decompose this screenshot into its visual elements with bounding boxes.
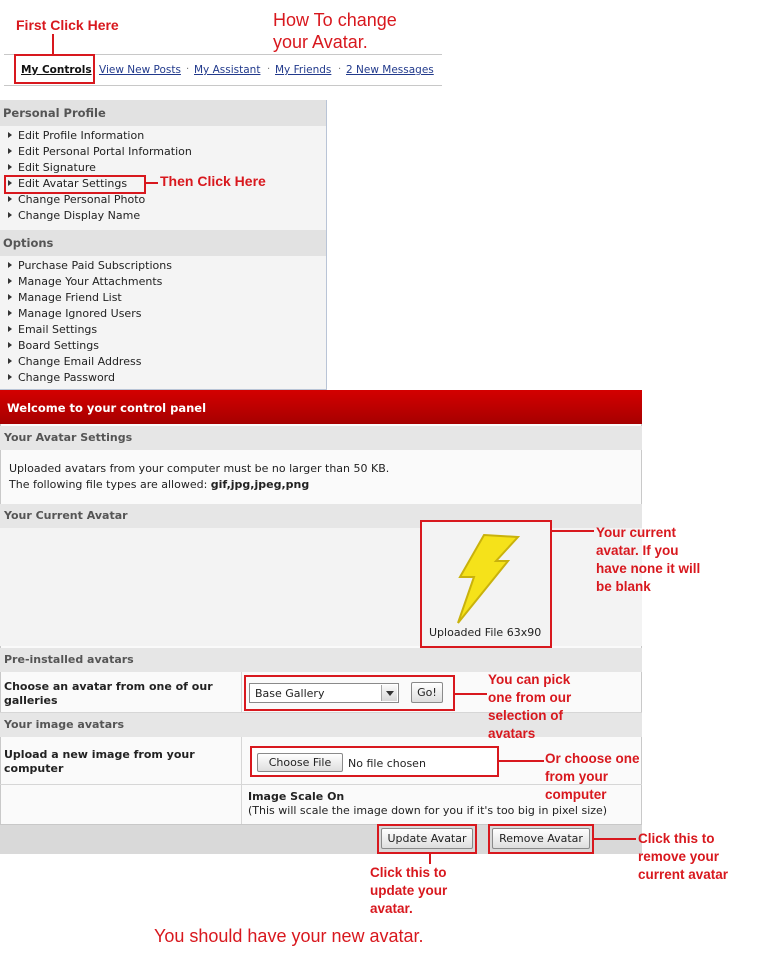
sidebar-item-label: Manage Your Attachments xyxy=(18,275,163,288)
note-line: Click this to xyxy=(370,865,447,880)
first-click-arrow xyxy=(52,34,54,54)
arrow-icon xyxy=(8,294,12,300)
tutorial-title-line1: How To change xyxy=(273,10,397,30)
note-line: avatars xyxy=(488,726,536,741)
sidebar-item-label: Manage Friend List xyxy=(18,291,122,304)
sidebar-item-change-password[interactable] xyxy=(8,371,115,384)
arrow-icon xyxy=(8,148,12,154)
update-avatar-button[interactable]: Update Avatar xyxy=(381,828,473,849)
sidebar-item-label: Purchase Paid Subscriptions xyxy=(18,259,172,272)
sidebar-item-edit-profile[interactable] xyxy=(8,129,144,142)
sidebar-item-label: Change Password xyxy=(18,371,115,384)
arrow-icon xyxy=(8,212,12,218)
sidebar-item-label: Edit Avatar Settings xyxy=(18,177,128,190)
tutorial-title-line2: your Avatar. xyxy=(273,32,368,52)
remove-avatar-button[interactable]: Remove Avatar xyxy=(492,828,590,849)
note-line: current avatar xyxy=(638,867,729,882)
remove-note xyxy=(638,830,728,884)
note-line: update your xyxy=(370,883,448,898)
divider xyxy=(241,672,242,712)
section-heading-image-avatars: Your image avatars xyxy=(0,713,642,737)
choose-file-button[interactable]: Choose File xyxy=(257,753,343,772)
sidebar-item-edit-signature[interactable] xyxy=(8,161,96,174)
footer-note: You should have your new avatar. xyxy=(154,926,424,946)
sidebar-item-label: Board Settings xyxy=(18,339,99,352)
sidebar-heading-options: Options xyxy=(0,230,326,256)
no-file-chosen-text: No file chosen xyxy=(348,757,426,770)
panel-header: Welcome to your control panel xyxy=(0,390,642,424)
chevron-down-icon[interactable] xyxy=(381,685,397,701)
note-line: computer xyxy=(545,787,607,802)
sidebar-item-board-settings[interactable] xyxy=(8,339,99,352)
first-click-note: First Click Here xyxy=(16,17,119,33)
gallery-go-button[interactable]: Go! xyxy=(411,682,443,703)
arrow-icon xyxy=(8,310,12,316)
gallery-select-value: Base Gallery xyxy=(255,687,325,700)
note-line: avatar. If you xyxy=(596,543,679,558)
sidebar-item-label: Email Settings xyxy=(18,323,98,336)
note-line: You can pick xyxy=(488,672,571,687)
divider xyxy=(241,737,242,824)
nav-separator: · xyxy=(338,64,342,75)
arrow-icon xyxy=(8,278,12,284)
update-arrow xyxy=(429,854,431,864)
note-line: from your xyxy=(545,769,609,784)
image-scale-description: (This will scale the image down for you if it's too big in pixel size) xyxy=(248,804,608,817)
nav-my-friends[interactable]: My Friends xyxy=(275,64,332,76)
nav-my-assistant[interactable]: My Assistant xyxy=(194,64,261,76)
sidebar-heading-personal-profile: Personal Profile xyxy=(0,100,326,126)
arrow-icon xyxy=(8,164,12,170)
note-line: avatar. xyxy=(370,901,413,916)
sidebar-item-label: Change Email Address xyxy=(18,355,142,368)
pick-gallery-note xyxy=(488,671,571,743)
nav-view-new-posts[interactable]: View New Posts xyxy=(99,64,181,76)
sidebar-item-label: Edit Profile Information xyxy=(18,129,145,142)
sidebar-item-change-photo[interactable] xyxy=(8,193,145,206)
allowed-types-value: gif,jpg,jpeg,png xyxy=(210,478,310,491)
note-line: selection of xyxy=(488,708,564,723)
sidebar-item-attachments[interactable] xyxy=(8,275,162,288)
arrow-icon xyxy=(8,342,12,348)
note-line: Your current xyxy=(596,525,677,540)
current-avatar-arrow xyxy=(552,530,594,532)
sidebar-item-label: Change Personal Photo xyxy=(18,193,146,206)
highlight-edit-avatar xyxy=(4,175,146,194)
nav-my-controls[interactable]: My Controls xyxy=(21,64,92,76)
sidebar-item-change-display-name[interactable] xyxy=(8,209,140,222)
sidebar-item-email-settings[interactable] xyxy=(8,323,97,336)
section-heading-current-avatar: Your Current Avatar xyxy=(0,504,642,528)
tutorial-title xyxy=(273,9,397,53)
arrow-icon xyxy=(8,262,12,268)
choose-computer-note xyxy=(545,750,640,804)
image-scale-title: Image Scale On xyxy=(248,790,345,803)
gallery-select[interactable] xyxy=(249,683,399,703)
update-note xyxy=(370,864,447,918)
sidebar-item-label: Edit Signature xyxy=(18,161,96,174)
arrow-icon xyxy=(8,374,12,380)
sidebar-item-label: Manage Ignored Users xyxy=(18,307,142,320)
nav-new-messages[interactable]: 2 New Messages xyxy=(346,64,434,76)
arrow-icon xyxy=(8,132,12,138)
note-line: Or choose one xyxy=(545,751,640,766)
sidebar-item-label: Change Display Name xyxy=(18,209,141,222)
then-click-note: Then Click Here xyxy=(160,173,266,189)
section-heading-preinstalled: Pre-installed avatars xyxy=(0,648,642,672)
upload-label: Upload a new image from your computer xyxy=(4,748,195,775)
remove-arrow xyxy=(594,838,636,840)
note-line: one from our xyxy=(488,690,572,705)
allowed-types-label: The following file types are allowed: xyxy=(9,478,211,491)
section-heading-avatar-settings: Your Avatar Settings xyxy=(0,426,642,450)
note-line: be blank xyxy=(596,579,651,594)
then-click-arrow xyxy=(146,182,158,184)
avatar-size-limit-text: Uploaded avatars from your computer must be no larger than 50 KB. xyxy=(9,462,390,475)
note-line: remove your xyxy=(638,849,720,864)
sidebar-item-paid-subscriptions[interactable] xyxy=(8,259,172,272)
nav-separator: · xyxy=(186,64,190,75)
file-input-arrow xyxy=(499,760,544,762)
arrow-icon xyxy=(8,196,12,202)
highlight-my-controls xyxy=(14,54,95,84)
current-avatar-note xyxy=(596,524,700,596)
note-line: Click this to xyxy=(638,831,715,846)
gallery-arrow xyxy=(455,693,487,695)
allowed-file-types xyxy=(9,478,309,491)
gallery-choose-label: Choose an avatar from one of our galleries xyxy=(4,680,213,707)
sidebar-item-ignored-users[interactable] xyxy=(8,307,141,320)
sidebar-item-friend-list[interactable] xyxy=(8,291,122,304)
sidebar-item-edit-portal[interactable] xyxy=(8,145,192,158)
note-line: have none it will xyxy=(596,561,701,576)
avatar-caption: Uploaded File 63x90 xyxy=(429,626,542,639)
sidebar-item-change-email[interactable] xyxy=(8,355,141,368)
lightning-bolt-avatar xyxy=(452,533,520,625)
arrow-icon xyxy=(8,326,12,332)
sidebar-item-label: Edit Personal Portal Information xyxy=(18,145,192,158)
nav-separator: · xyxy=(267,64,271,75)
arrow-icon xyxy=(8,358,12,364)
